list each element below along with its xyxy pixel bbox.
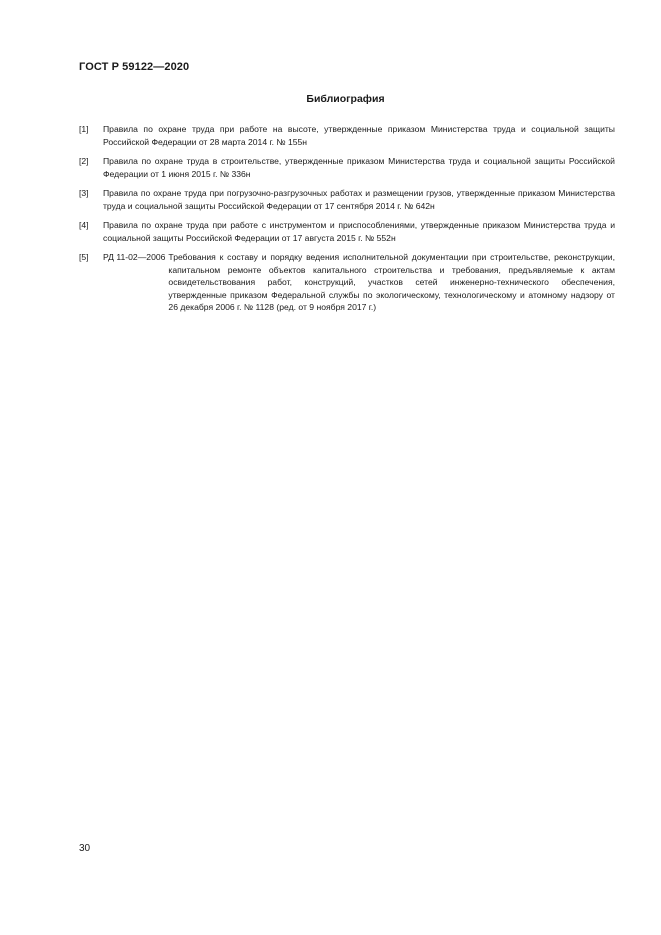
bibliography-item: [79, 251, 615, 314]
reference-body: [103, 251, 615, 314]
page-number: 30: [79, 843, 91, 854]
reference-number: [5]: [79, 252, 89, 262]
reference-number: [2]: [79, 156, 89, 166]
bibliography-item: [79, 219, 615, 244]
reference-text: Правила по охране труда при работе на высоте, утвержденные приказом Министерства труда и социальной защиты Российской Федерации от 28 марта 2014 г. № 155н: [103, 124, 615, 147]
reference-number: [3]: [79, 188, 89, 198]
reference-code: РД 11-02—2006: [103, 252, 166, 262]
section-title: Библиография: [306, 93, 385, 105]
bibliography-list: [79, 123, 615, 321]
bibliography-item: [79, 123, 615, 148]
reference-text: Правила по охране труда при погрузочно-разгрузочных работах и размещении грузов, утвержденные приказом Министерства труда и социальной защиты Российской Федерации от 17 сентября 2014 г. № 642н: [103, 188, 615, 211]
reference-text: Требования к составу и порядку ведения исполнительной документации при строительстве, реконструкции, капитальном ремонте объектов капитального строительства и требования, предъявляемые к актам освидетельствования работ, конструкций, участков сетей инженерно-технического обеспечения, утвержденные приказом Федеральной службы по экологическому, технологическому и атомному надзору от 26 декабря 2006 г. № 1128 (ред. от 9 ноября 2017 г.): [168, 252, 615, 312]
bibliography-item: [79, 155, 615, 180]
reference-number: [1]: [79, 124, 89, 134]
reference-text: Правила по охране труда при работе с инструментом и приспособлениями, утвержденные приказом Министерства труда и социальной защиты Российской Федерации от 17 августа 2015 г. № 552н: [103, 220, 615, 243]
document-code: ГОСТ Р 59122—2020: [79, 61, 190, 73]
reference-text: Правила по охране труда в строительстве, утвержденные приказом Министерства труда и социальной защиты Российской Федерации от 1 июня 2015 г. № 336н: [103, 156, 615, 179]
reference-number: [4]: [79, 220, 89, 230]
bibliography-item: [79, 187, 615, 212]
